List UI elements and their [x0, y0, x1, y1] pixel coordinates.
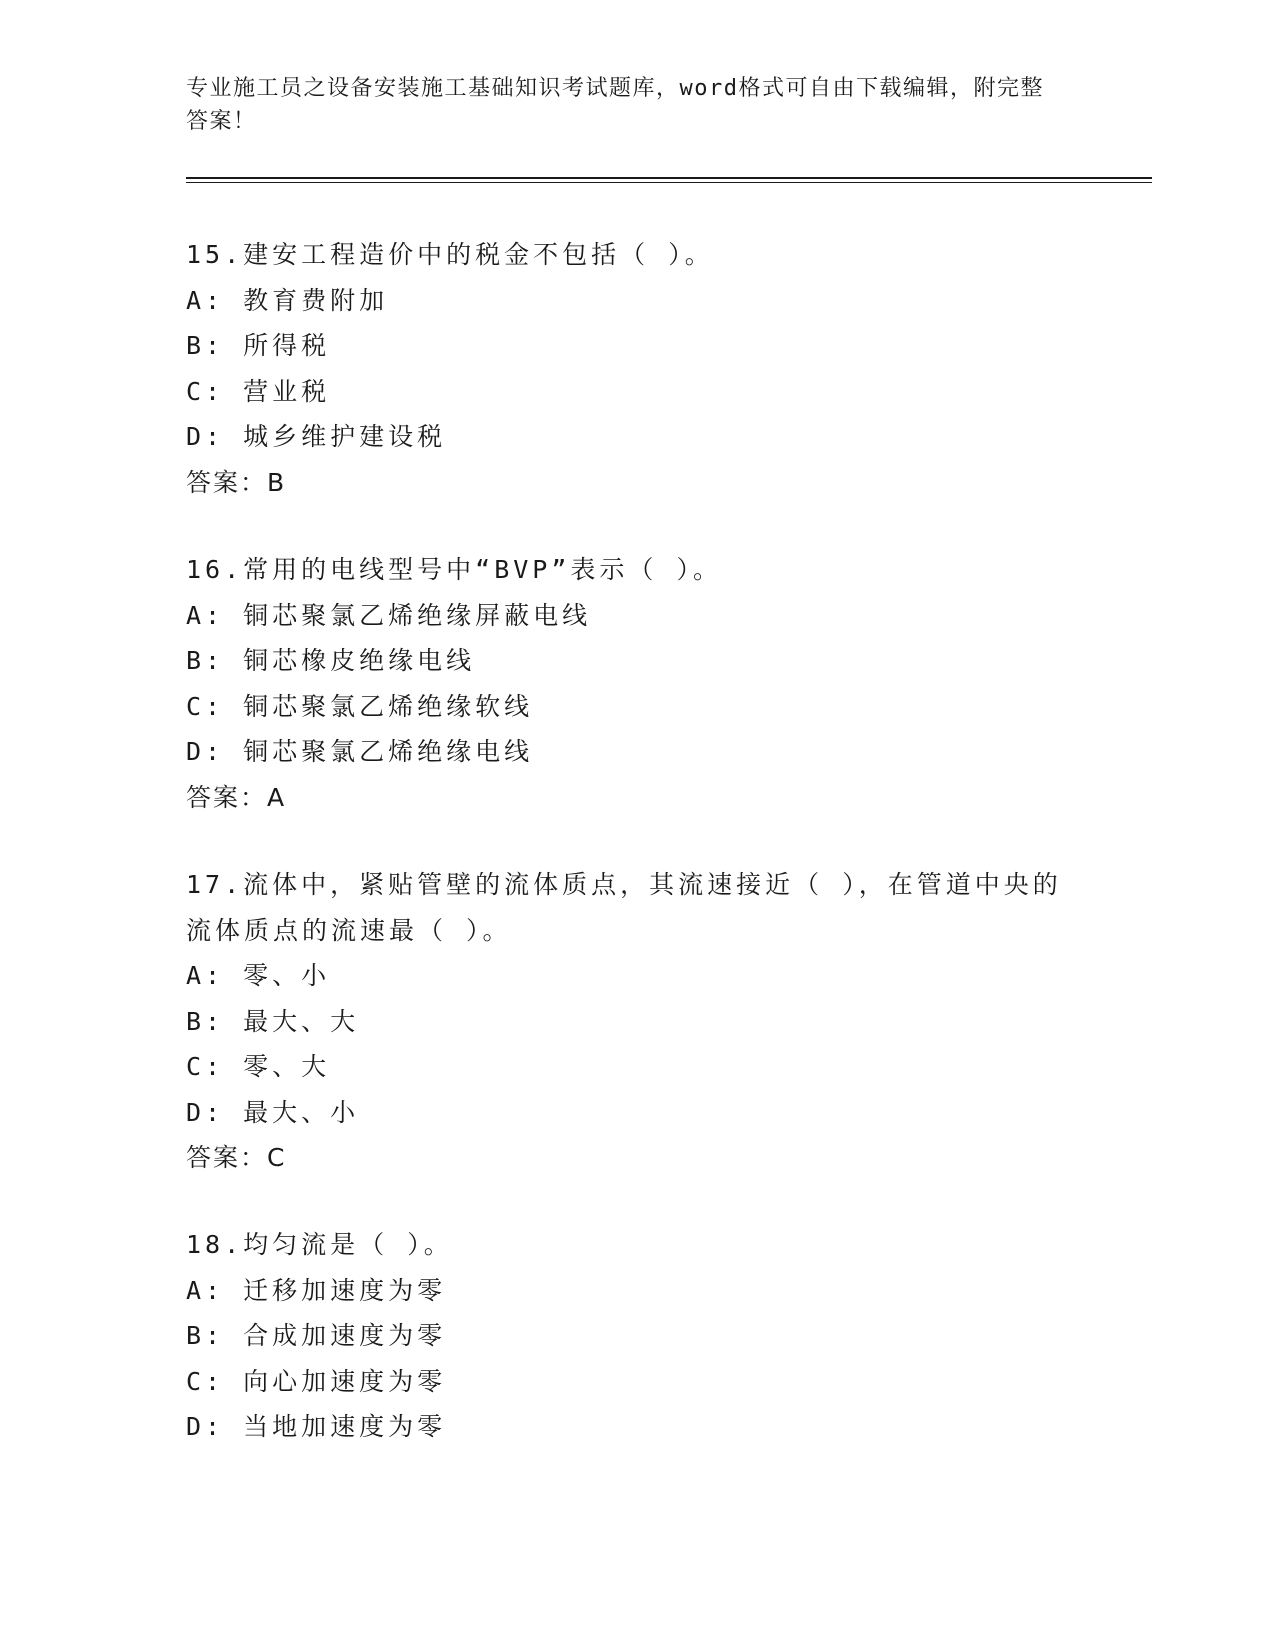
- option-b: B: 合成加速度为零: [186, 1321, 447, 1350]
- answer-line: 答案：B: [186, 467, 287, 497]
- answer-line: 答案：C: [186, 1143, 287, 1172]
- question-16: [186, 547, 1086, 820]
- option-c: C: 营业税: [186, 376, 331, 406]
- question-stem: 15.建安工程造价中的税金不包括（ ）。: [186, 240, 714, 269]
- option-a: A: 零、小: [186, 961, 331, 990]
- header-divider-thick: [186, 177, 1152, 179]
- option-a: A: 迁移加速度为零: [186, 1275, 447, 1305]
- option-b: B: 所得税: [186, 331, 331, 360]
- question-stem: 17.流体中，紧贴管壁的流体质点，其流速接近（ ），在管道中央的流体质点的流速最（ ）。: [186, 870, 1062, 945]
- question-17: [186, 862, 1086, 1181]
- option-a: A: 铜芯聚氯乙烯绝缘屏蔽电线: [186, 600, 592, 630]
- header-divider-thin: [186, 182, 1152, 183]
- option-c: C: 零、大: [186, 1052, 331, 1081]
- question-15: [186, 232, 1086, 505]
- document-header: 专业施工员之设备安装施工基础知识考试题库，word格式可自由下载编辑，附完整答案！: [186, 76, 1044, 134]
- option-d: D: 当地加速度为零: [186, 1412, 447, 1441]
- question-stem: 16.常用的电线型号中“BVP”表示（ ）。: [186, 555, 722, 584]
- question-18: [186, 1222, 1086, 1450]
- option-b: B: 铜芯橡皮绝缘电线: [186, 646, 476, 675]
- option-d: D: 最大、小: [186, 1097, 360, 1127]
- question-stem: 18.均匀流是（ ）。: [186, 1230, 453, 1259]
- option-d: D: 铜芯聚氯乙烯绝缘电线: [186, 737, 534, 766]
- option-d: D: 城乡维护建设税: [186, 422, 447, 451]
- option-c: C: 铜芯聚氯乙烯绝缘软线: [186, 691, 534, 721]
- option-c: C: 向心加速度为零: [186, 1366, 447, 1396]
- option-b: B: 最大、大: [186, 1006, 360, 1036]
- option-a: A: 教育费附加: [186, 285, 389, 315]
- answer-line: 答案：A: [186, 782, 287, 812]
